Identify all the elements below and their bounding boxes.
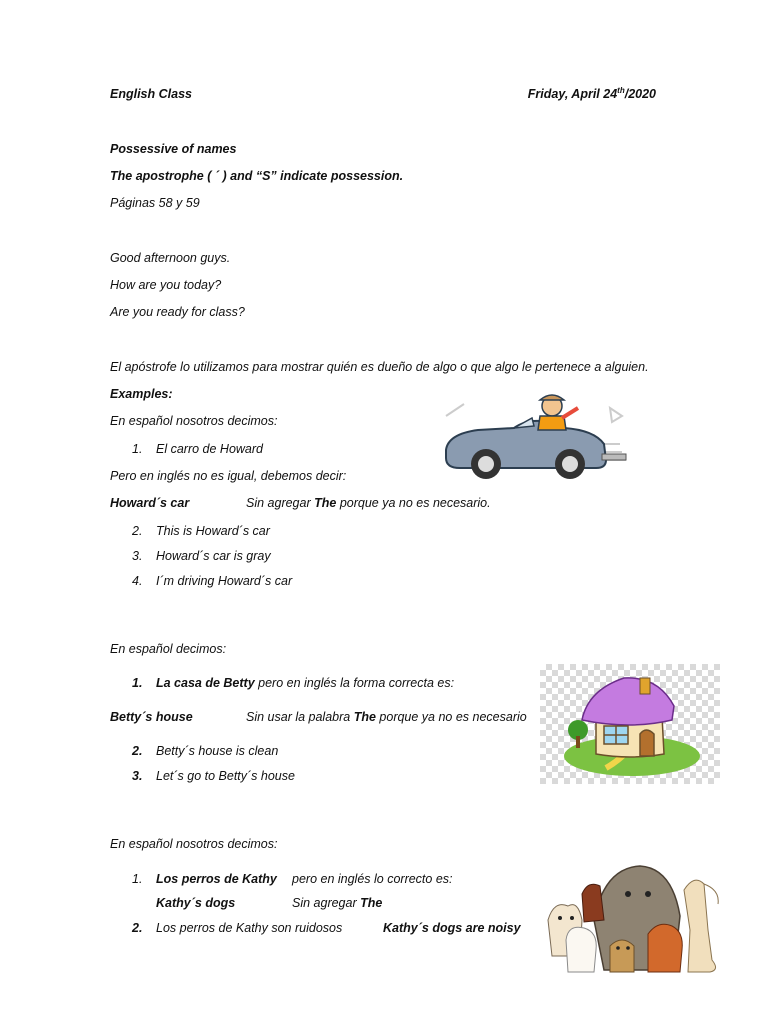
s1-item bbox=[110, 573, 292, 589]
s1-but: Pero en inglés no es igual, debemos decir: bbox=[110, 469, 347, 483]
lesson-pages: Páginas 58 y 59 bbox=[110, 196, 200, 210]
lesson-subtitle: The apostrophe ( ´ ) and “S” indicate possession. bbox=[110, 169, 404, 183]
s2-intro: En español decimos: bbox=[110, 642, 227, 656]
s2-item-1-number: 1. bbox=[132, 676, 143, 690]
s1-item-1 bbox=[110, 441, 263, 457]
s2-key-phrase: Betty´s house bbox=[110, 710, 193, 724]
s1-item bbox=[110, 548, 271, 564]
s1-intro: En español nosotros decimos: bbox=[110, 414, 278, 428]
header-title: English Class bbox=[110, 87, 192, 101]
s3-item-2 bbox=[110, 920, 342, 936]
s3-intro: En español nosotros decimos: bbox=[110, 837, 278, 851]
s1-item-text: Howard´s car is gray bbox=[156, 549, 271, 563]
lesson-title: Possessive of names bbox=[110, 142, 237, 156]
s3-note-pre: Sin agregar bbox=[292, 896, 361, 910]
s1-key-phrase: Howard´s car bbox=[110, 496, 190, 510]
s3-note-bold: The bbox=[360, 896, 383, 910]
house-drawing bbox=[540, 664, 720, 784]
s1-note-bold: The bbox=[314, 496, 337, 510]
s3-item-1-number: 1. bbox=[132, 872, 143, 886]
s2-note-bold: The bbox=[353, 710, 376, 724]
s1-note bbox=[246, 495, 491, 511]
house-illustration bbox=[540, 664, 720, 784]
s1-note-post: porque ya no es necesario. bbox=[336, 496, 491, 510]
s1-item-1-text: El carro de Howard bbox=[156, 442, 263, 456]
s2-item-number: 2. bbox=[132, 744, 143, 758]
header-date bbox=[528, 86, 656, 102]
s2-item-number: 3. bbox=[132, 769, 143, 783]
s3-key-phrase: Kathy´s dogs bbox=[156, 896, 236, 910]
greeting-line: How are you today? bbox=[110, 278, 222, 292]
s2-note-pre: Sin usar la palabra bbox=[246, 710, 354, 724]
s2-item-text: Let´s go to Betty´s house bbox=[156, 769, 295, 783]
s2-item-1-bold: La casa de Betty bbox=[156, 676, 255, 690]
s1-item-number: 3. bbox=[132, 549, 143, 563]
s2-item-1 bbox=[110, 675, 454, 691]
dogs-illustration bbox=[544, 860, 724, 978]
date-superscript: th bbox=[617, 85, 625, 95]
examples-label: Examples: bbox=[110, 387, 173, 401]
s3-item-2-text: Los perros de Kathy son ruidosos bbox=[156, 921, 343, 935]
s2-item-text: Betty´s house is clean bbox=[156, 744, 279, 758]
greeting-line: Good afternoon guys. bbox=[110, 251, 231, 265]
s2-item bbox=[110, 743, 278, 759]
s2-item bbox=[110, 768, 295, 784]
s1-item-number: 4. bbox=[132, 574, 143, 588]
car-illustration bbox=[436, 394, 632, 486]
date-suffix: /2020 bbox=[624, 87, 656, 101]
s1-note-pre: Sin agregar bbox=[246, 496, 315, 510]
s3-item-1-rest: pero en inglés lo correcto es: bbox=[292, 872, 453, 886]
s3-item-1-bold: Los perros de Kathy bbox=[156, 872, 277, 886]
s1-item-text: This is Howard´s car bbox=[156, 524, 270, 538]
s3-item-2-number: 2. bbox=[132, 921, 143, 935]
s1-item bbox=[110, 523, 270, 539]
s2-note bbox=[246, 709, 527, 725]
s1-item-1-number: 1. bbox=[132, 442, 143, 456]
s1-item-number: 2. bbox=[132, 524, 143, 538]
s2-item-1-rest: pero en inglés la forma correcta es: bbox=[254, 676, 455, 690]
s3-item-2-answer: Kathy´s dogs are noisy bbox=[383, 921, 521, 935]
s2-note-post: porque ya no es necesario bbox=[375, 710, 527, 724]
s1-item-text: I´m driving Howard´s car bbox=[156, 574, 293, 588]
date-prefix: Friday, April 24 bbox=[527, 87, 618, 101]
explanation: El apóstrofe lo utilizamos para mostrar quién es dueño de algo o que algo le pertenece a alguien. bbox=[110, 360, 649, 374]
greeting-line: Are you ready for class? bbox=[110, 305, 245, 319]
s3-note bbox=[292, 895, 382, 911]
s3-item-1 bbox=[110, 871, 277, 887]
